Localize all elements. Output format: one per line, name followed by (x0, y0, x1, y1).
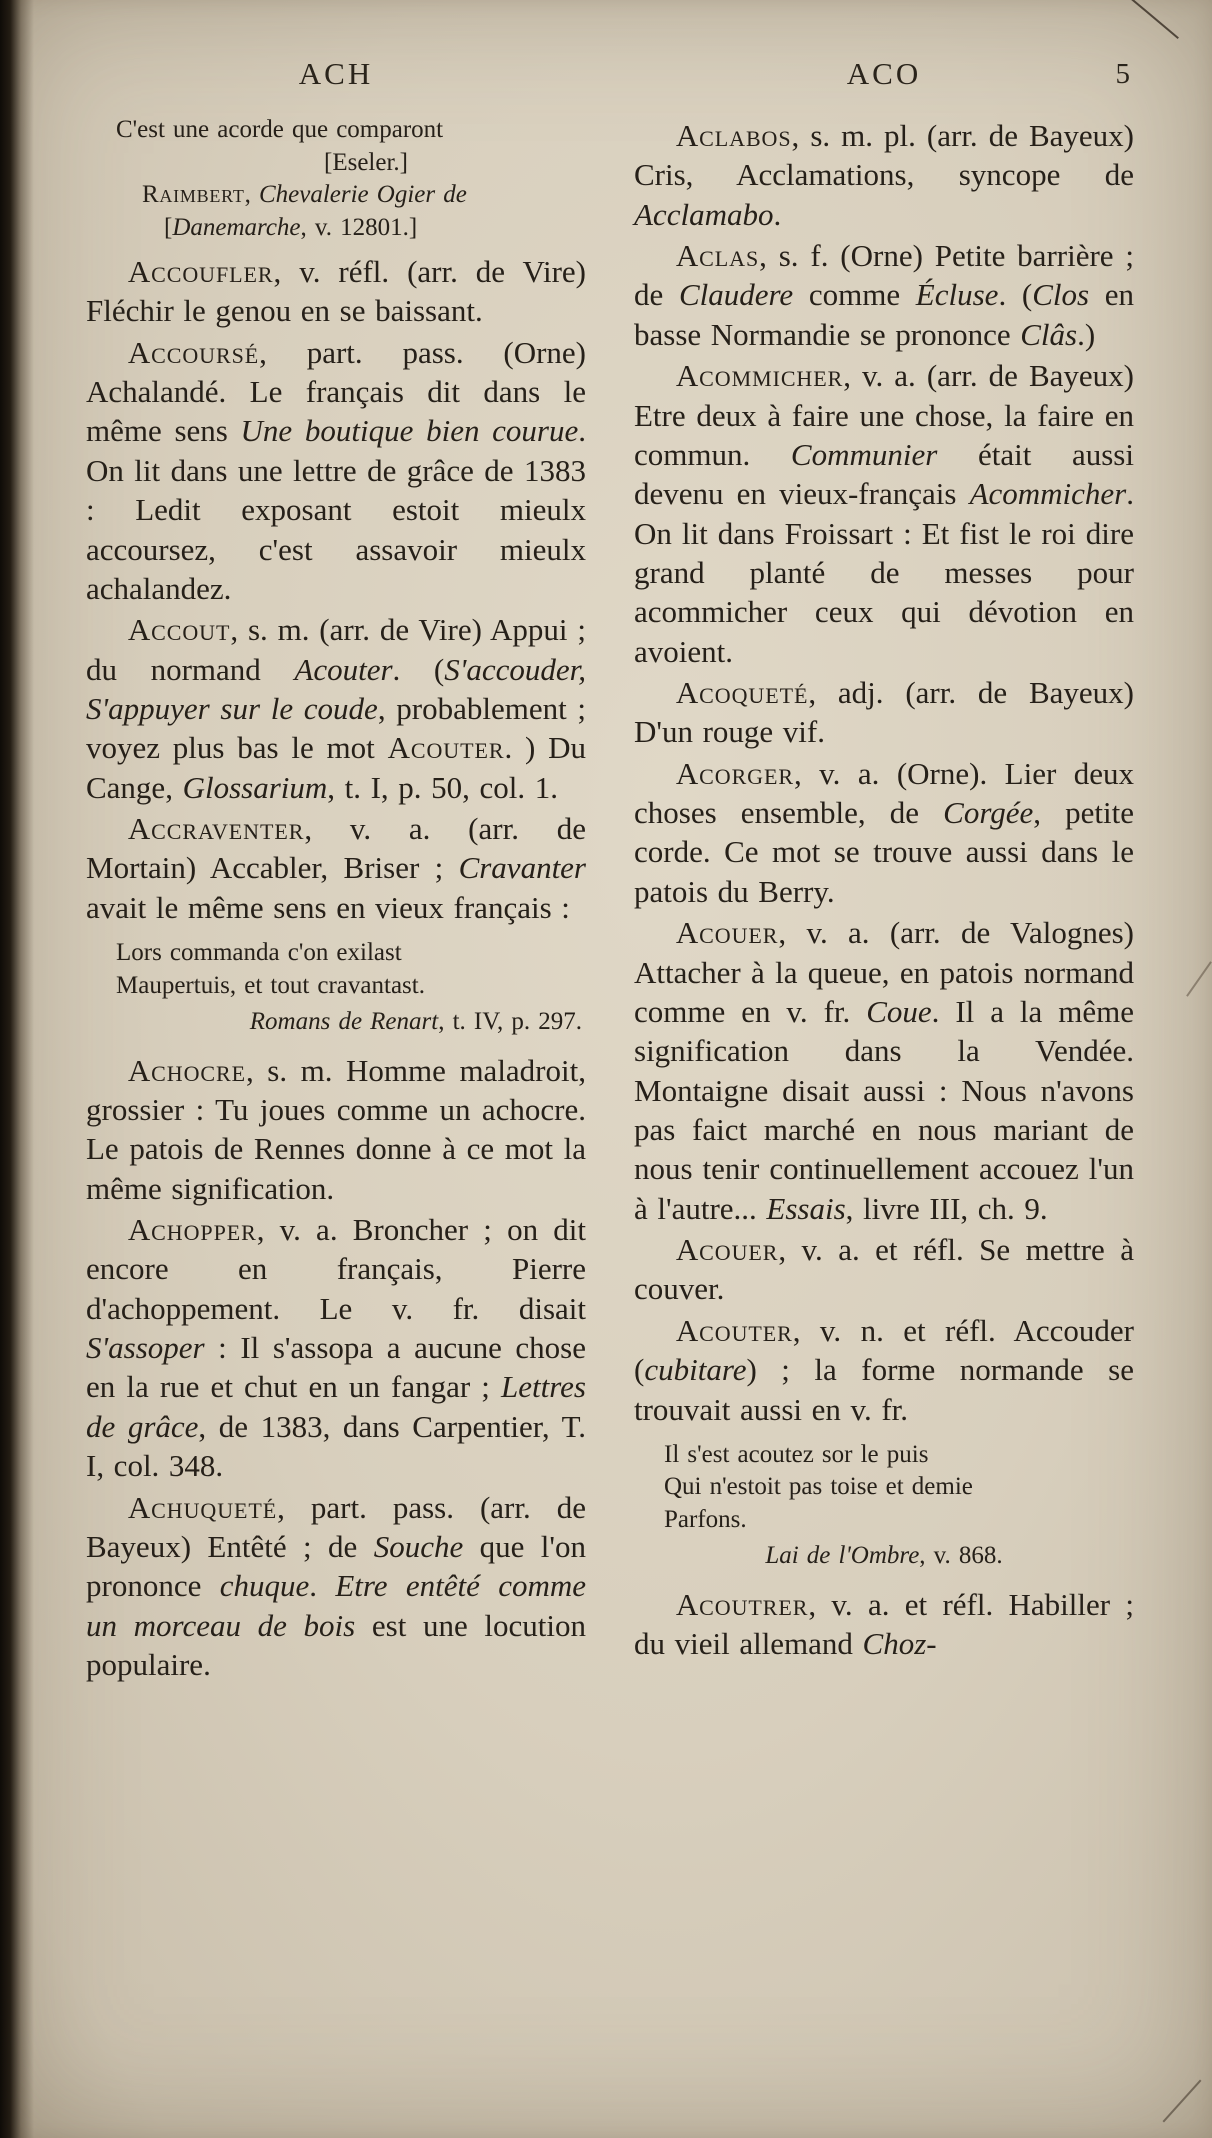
text-segment: Acorger (675, 755, 794, 791)
text-segment: , v. a. et réfl. Se mettre à couver. (634, 1232, 1134, 1307)
verse-citation (634, 1540, 1134, 1573)
text-columns (86, 114, 1134, 1684)
verse-attribution (86, 147, 586, 180)
text-segment: [Eseler.] (324, 148, 408, 176)
corner-mark-bottom-right (1163, 2080, 1202, 2123)
text-segment: , v. 12801.] (300, 213, 418, 241)
running-head (86, 56, 1134, 106)
text-segment: C'est une acorde que comparont (116, 116, 444, 143)
text-segment: . (773, 196, 782, 232)
page-number: 5 (1115, 58, 1130, 90)
text-segment: Glossarium (182, 769, 328, 805)
text-segment: Essais (766, 1190, 846, 1226)
text-segment: , v. a. (arr. de Bayeux) Etre deux à faire une chose, la faire en commun. (634, 358, 1134, 472)
text-segment: était aussi devenu en vieux-français (634, 436, 1134, 512)
text-segment: , part. pass. (arr. de Bayeux) Entêté ; de (86, 1489, 586, 1564)
text-segment: , s. m. Homme maladroit, grossier : Tu joues comme un achocre. Le patois de Rennes donne à ce mot la même signification. (86, 1052, 586, 1206)
text-segment: Maupertuis, et tout cravantast. (116, 971, 425, 999)
text-segment: Coue (866, 993, 932, 1029)
text-segment: Acclamabo (634, 196, 774, 232)
text-segment: chuque (219, 1568, 310, 1604)
text-segment: Acoqueté (675, 675, 809, 711)
left-column (86, 114, 586, 1684)
text-segment: Achopper (127, 1212, 257, 1248)
text-segment: Raimbert (142, 181, 245, 208)
right-column (634, 114, 1134, 1684)
text-segment: , v. n. et réfl. Accouder ( (634, 1312, 1134, 1388)
verse-line (116, 937, 586, 970)
text-segment: Acouter (294, 651, 393, 687)
text-segment: cubitare (644, 1352, 747, 1388)
text-segment: , part. pass. (Orne) Achalandé. Le français dit dans le même sens (86, 334, 586, 449)
text-segment: Accout (127, 612, 231, 648)
citation-danemarche (164, 212, 586, 245)
text-segment: Communier (790, 436, 938, 472)
text-segment: Romans de Renart (249, 1008, 439, 1036)
text-segment: , v. a. (arr. de Mortain) Accabler, Briser ; (86, 811, 586, 886)
text-segment: Acommicher (969, 476, 1127, 512)
text-segment: . (309, 1568, 336, 1604)
running-head-left: ACH (298, 56, 374, 91)
text-segment: Acouter (675, 1312, 793, 1348)
text-segment: comme (793, 277, 916, 313)
text-segment: Aclas (675, 238, 760, 274)
text-segment: S'assoper (86, 1330, 205, 1366)
text-segment: Lors commanda c'on exilast (116, 939, 402, 967)
text-segment: Une boutique bien courue (240, 413, 579, 449)
text-segment: Clos (1032, 277, 1090, 313)
text-segment: Écluse (915, 277, 999, 313)
entry-achuquete (86, 1488, 586, 1685)
text-segment: , de 1383, dans Carpentier, T. I, col. 348. (86, 1408, 587, 1484)
text-segment: en basse Normandie se prononce (634, 277, 1135, 352)
text-segment: . ( (998, 277, 1033, 313)
text-segment: , livre III, ch. 9. (845, 1190, 1048, 1226)
entry-accraventer (86, 809, 586, 927)
entry-aclabos (634, 116, 1134, 234)
text-segment: Clâs (1020, 316, 1078, 352)
text-segment: Qui n'estoit pas toise et demie (664, 1473, 973, 1501)
citation-raimbert (142, 179, 586, 212)
text-segment: . ( (392, 651, 445, 687)
text-segment: , v. a. et réfl. Habiller ; du vieil allemand (634, 1586, 1134, 1662)
running-head-right: ACO (846, 56, 922, 91)
text-segment: Achuqueté (127, 1489, 278, 1525)
entry-acouer-1 (634, 913, 1134, 1228)
text-segment: , t. I, p. 50, col. 1. (327, 769, 558, 805)
verse-line (116, 970, 586, 1003)
text-segment: Etre entêté comme un morceau de bois (86, 1568, 586, 1643)
entry-accout (86, 610, 586, 807)
text-segment: Lai de l'Ombre (765, 1542, 920, 1570)
corner-mark-top-right (1127, 0, 1179, 39)
entry-acouter (634, 1311, 1134, 1429)
text-segment: , petite corde. Ce mot se trouve aussi dans le patois du Berry. (634, 795, 1134, 909)
text-segment: , (244, 181, 259, 208)
text-segment: Il s'est acoutez sor le puis (664, 1440, 929, 1468)
text-segment: . On lit dans Froissart : Et fist le roi dire grand planté de messes pour acommicher ceux qui dévotion en avoient. (634, 476, 1134, 669)
text-segment: Acouter (387, 730, 505, 766)
entry-accourse (86, 333, 586, 609)
edge-mark-right (1186, 961, 1212, 997)
text-segment: , v. a. (Orne). Lier deux choses ensemble, de (634, 755, 1134, 831)
verse-citation (86, 1006, 582, 1039)
entry-acorger (634, 754, 1134, 911)
entry-acouer-2 (634, 1230, 1134, 1309)
text-segment: Achocre (127, 1052, 246, 1088)
text-segment: Accoursé (127, 334, 260, 370)
text-segment: Accraventer (127, 811, 305, 847)
text-segment: Chevalerie Ogier de (258, 181, 467, 208)
page-content (86, 56, 1134, 1684)
text-segment: Cravanter (458, 850, 586, 886)
text-segment: que l'on prononce (86, 1528, 587, 1604)
entry-aclas (634, 236, 1134, 354)
verse-line (664, 1504, 1134, 1537)
text-segment: Danemarche (172, 213, 301, 241)
text-segment: .) (1077, 316, 1096, 352)
entry-accoufler (86, 252, 586, 331)
binding-shadow (0, 0, 34, 2138)
text-segment: avait le même sens en vieux français : (86, 889, 570, 925)
text-segment: , s. f. (Orne) Petite barrière ; de (634, 238, 1134, 313)
entry-achocre (86, 1051, 586, 1208)
entry-acoquete (634, 673, 1134, 752)
text-segment: Acommicher (675, 358, 844, 394)
text-segment: . On lit dans une lettre de grâce de 1383 : Ledit exposant estoit mieulx accoursez, c'est assavoir mieulx achalandez. (86, 413, 586, 606)
text-segment: , t. IV, p. 297. (438, 1008, 582, 1036)
text-segment: Acouer (675, 915, 779, 951)
text-segment: Souche (373, 1528, 464, 1564)
text-segment: , v. a. Broncher ; on dit encore en français, Pierre d'achoppement. Le v. fr. disait (86, 1212, 586, 1326)
text-segment: : Il s'assopa a aucune chose en la rue et chut en un fangar ; (86, 1330, 586, 1405)
text-segment: , s. m. pl. (arr. de Bayeux) Cris, Acclamations, syncope de (634, 118, 1134, 193)
entry-achopper (86, 1210, 586, 1486)
text-segment: Acouer (675, 1232, 779, 1268)
verse-line (664, 1439, 1134, 1472)
text-segment: , s. m. (arr. de Vire) Appui ; du normand (86, 612, 586, 687)
text-segment: Choz- (862, 1626, 937, 1662)
text-segment: Acoutrer (675, 1586, 809, 1622)
text-segment: Lettres de grâce (86, 1369, 586, 1444)
text-segment: . Il a la même signification dans la Vendée. Montaigne disait aussi : Nous n'avons pas faict marché en nous mariant de nous tenir continuellement accouez l'un à l'autre... (634, 993, 1134, 1226)
text-segment: Corgée (943, 795, 1034, 831)
text-segment: , probablement ; voyez plus bas le mot (86, 690, 586, 766)
entry-acoutrer (634, 1585, 1134, 1664)
text-segment: , v. a. (arr. de Valognes) Attacher à la queue, en patois normand comme en v. fr. (634, 915, 1134, 1029)
text-segment: Accoufler (127, 254, 274, 289)
text-segment: Aclabos (675, 118, 792, 153)
text-segment: S'accouder, S'appuyer sur le coude (86, 651, 586, 726)
verse-line (116, 114, 586, 147)
text-segment: , v. 868. (919, 1542, 1003, 1570)
text-segment: ) ; la forme normande se trouvait aussi en v. fr. (634, 1352, 1134, 1427)
text-segment: [ (164, 213, 173, 241)
text-segment: est une locution populaire. (86, 1607, 586, 1682)
text-segment: , v. réfl. (arr. de Vire) Fléchir le genou en se baissant. (86, 254, 586, 329)
text-segment: Claudere (678, 277, 794, 313)
text-segment: Parfons. (664, 1505, 747, 1533)
verse-line (664, 1471, 1134, 1504)
entry-acommicher (634, 356, 1134, 671)
text-segment: . ) Du Cange, (86, 730, 587, 805)
text-segment: , adj. (arr. de Bayeux) D'un rouge vif. (634, 675, 1134, 750)
